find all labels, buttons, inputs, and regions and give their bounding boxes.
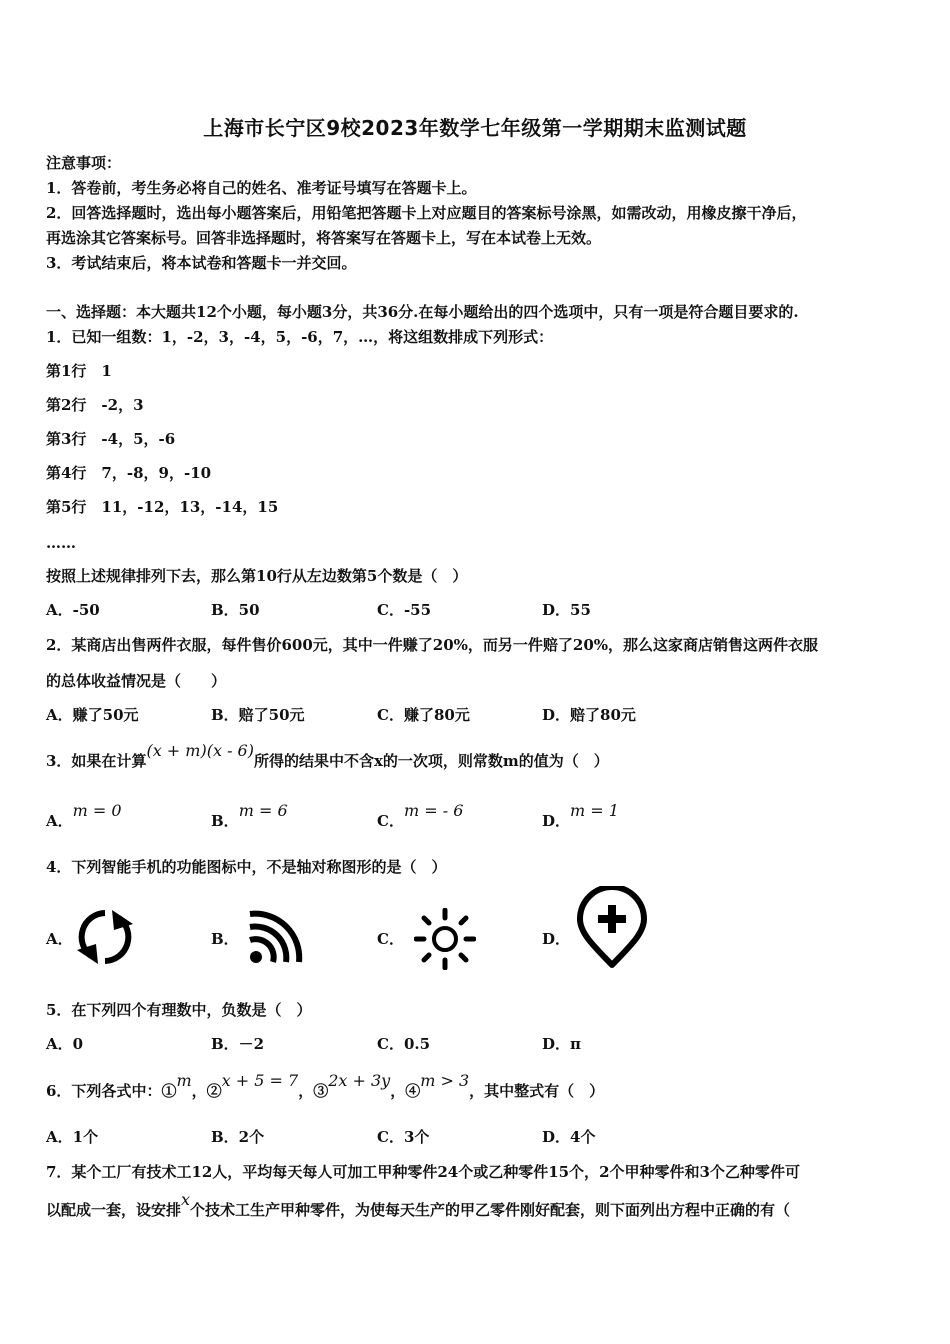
q3-stem-post: 所得的结果中不含x的一次项，则常数m的值为（ ） [253, 752, 609, 770]
q6-sep-1: ，② [191, 1082, 222, 1100]
notice-item-1: 1．答卷前，考生务必将自己的姓名、准考证号填写在答题卡上。 [46, 179, 477, 197]
q1-stem: 1．已知一组数：1，-2，3，-4，5，-6，7，…，将这组数排成下列形式： [46, 328, 554, 346]
q4-option-a-letter[interactable]: A． [46, 930, 73, 948]
q6-stem [46, 1071, 605, 1102]
q6-pre: 6．下列各式中：① [46, 1082, 177, 1100]
q1-row-4: 第4行 7，-8，9，-10 [46, 464, 212, 482]
notice-item-2: 2．回答选择题时，选出每小题答案后，用铅笔把答题卡上对应题目的答案标号涂黑，如需改动，用橡皮擦干净后， [46, 204, 807, 222]
notice-heading: 注意事项： [46, 154, 122, 172]
q6-expr-2: x + 5 = 7 [221, 1071, 299, 1090]
q4-stem: 4．下列智能手机的功能图标中，不是轴对称图形的是（ ） [46, 858, 447, 876]
q5-stem: 5．在下列四个有理数中，负数是（ ） [46, 1001, 312, 1019]
q2-option-a[interactable]: A．赚了50元 [46, 706, 139, 724]
q3-option-c-value: m = - 6 [403, 801, 464, 820]
q6-expr-4: m > 3 [420, 1071, 470, 1090]
q5-option-a[interactable]: A．0 [46, 1035, 84, 1053]
q4-option-c-letter[interactable]: C． [377, 930, 404, 948]
q7-stem: 7．某个工厂有技术工12人，平均每天每人可加工甲种零件24个或乙种零件15个，2个甲种零件和3个乙种零件可 [46, 1163, 800, 1181]
q2-stem-cont: 的总体收益情况是（ ） [46, 672, 227, 690]
q6-post: ，其中整式有（ ） [469, 1082, 605, 1100]
q1-option-d[interactable]: D．55 [542, 601, 591, 619]
q6-sep-2: ，③ [298, 1082, 329, 1100]
q7-variable-x: x [181, 1190, 191, 1209]
q1-row-5: 第5行 11，-12，13，-14，15 [46, 498, 279, 516]
section-heading: 一、选择题：本大题共12个小题，每小题3分，共36分.在每小题给出的四个选项中，只有一项是符合题目要求的. [46, 303, 799, 321]
q3-stem-pre: 3．如果在计算 [46, 752, 147, 770]
q3-option-d-value: m = 1 [570, 801, 619, 820]
q5-option-d[interactable]: D．π [542, 1035, 581, 1053]
q2-stem: 2．某商店出售两件衣服，每件售价600元，其中一件赚了20%，而另一件赔了20%，那么这家商店销售这两件衣服 [46, 636, 819, 654]
q6-expr-1: m [176, 1071, 192, 1090]
q3-option-b-value: m = 6 [238, 801, 288, 820]
q3-option-d[interactable] [542, 801, 619, 832]
q6-option-d[interactable]: D．4个 [542, 1128, 596, 1146]
q5-option-c[interactable]: C．0.5 [377, 1035, 431, 1053]
q7-stem-cont-a: 以配成一套，设安排 [46, 1201, 182, 1219]
q6-option-c[interactable]: C．3个 [377, 1128, 430, 1146]
q1-option-b[interactable]: B．50 [211, 601, 260, 619]
q3-option-c-letter: C． [377, 812, 404, 830]
q3-option-d-letter: D． [542, 812, 571, 830]
q1-ask: 按照上述规律排列下去，那么第10行从左边数第5个数是（ ） [46, 567, 468, 585]
notice-item-2-cont: 再选涂其它答案标号。回答非选择题时，将答案写在答题卡上，写在本试卷上无效。 [46, 229, 602, 247]
q3-stem [46, 741, 609, 772]
q4-option-d-letter[interactable]: D． [542, 930, 571, 948]
q1-option-a[interactable]: A．-50 [46, 601, 100, 619]
q1-ellipsis: …… [46, 534, 76, 552]
q6-sep-3: ，④ [390, 1082, 421, 1100]
q3-expression: (x + m)(x - 6) [146, 741, 254, 760]
q6-option-a[interactable]: A．1个 [46, 1128, 99, 1146]
q6-option-b[interactable]: B．2个 [211, 1128, 265, 1146]
wifi-signal-icon[interactable] [244, 910, 304, 970]
q2-option-d[interactable]: D．赔了80元 [542, 706, 636, 724]
q3-option-b[interactable] [211, 801, 288, 832]
sun-brightness-icon[interactable] [414, 908, 476, 970]
refresh-icon[interactable] [74, 906, 136, 968]
q7-stem-cont-b: 个技术工生产甲种零件，为使每天生产的甲乙零件刚好配套，则下面列出方程中正确的有（ [190, 1201, 791, 1219]
page-title: 上海市长宁区9校2023年数学七年级第一学期期末监测试题 [203, 116, 747, 140]
q3-option-a-value: m = 0 [72, 801, 122, 820]
q3-option-a[interactable] [46, 801, 122, 832]
q1-row-1: 第1行 1 [46, 362, 112, 380]
q1-row-2: 第2行 -2，3 [46, 396, 144, 414]
q2-option-b[interactable]: B．赔了50元 [211, 706, 305, 724]
q1-row-3: 第3行 -4，5，-6 [46, 430, 176, 448]
add-location-pin-icon[interactable] [574, 886, 650, 970]
notice-item-3: 3．考试结束后，将本试卷和答题卡一并交回。 [46, 254, 357, 272]
q2-option-c[interactable]: C．赚了80元 [377, 706, 470, 724]
q3-option-a-letter: A． [46, 812, 73, 830]
q1-option-c[interactable]: C．-55 [377, 601, 432, 619]
q4-option-b-letter[interactable]: B． [211, 930, 239, 948]
q3-option-b-letter: B． [211, 812, 239, 830]
q6-expr-3: 2x + 3y [328, 1071, 391, 1090]
q5-option-b[interactable]: B．－2 [211, 1035, 265, 1053]
q7-stem-cont [46, 1190, 791, 1221]
q3-option-c[interactable] [377, 801, 464, 832]
